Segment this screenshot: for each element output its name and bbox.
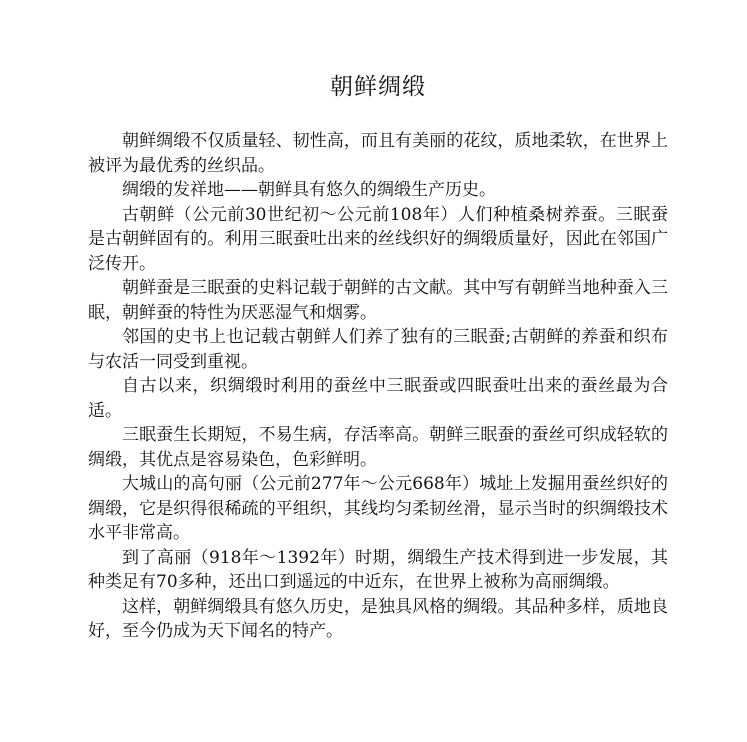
paragraph-7: 三眠蚕生长期短，不易生病，存活率高。朝鲜三眠蚕的蚕丝可织成轻软的绸缎，其优点是容易染色，色彩鲜明。 <box>88 425 668 470</box>
document-page <box>88 72 668 644</box>
paragraph-5: 邻国的史书上也记载古朝鲜人们养了独有的三眠蚕;古朝鲜的养蚕和织布与农活一同受到重视。 <box>88 327 668 372</box>
paragraph-3: 古朝鲜（公元前30世纪初～公元前108年）人们种植桑树养蚕。三眠蚕是古朝鲜固有的。利用三眠蚕吐出来的丝线织好的绸缎质量好，因此在邻国广泛传开。 <box>88 204 668 274</box>
document-title: 朝鲜绸缎 <box>330 74 426 100</box>
paragraph-4: 朝鲜蚕是三眠蚕的史料记载于朝鲜的古文献。其中写有朝鲜当地种蚕入三眠，朝鲜蚕的特性为厌恶湿气和烟雾。 <box>88 278 668 323</box>
paragraph-2: 绸缎的发祥地——朝鲜具有悠久的绸缎生产历史。 <box>122 180 496 200</box>
paragraph-1: 朝鲜绸缎不仅质量轻、韧性高，而且有美丽的花纹，质地柔软，在世界上被评为最优秀的丝织品。 <box>88 131 668 176</box>
paragraph-8: 大城山的高句丽（公元前277年～公元668年）城址上发掘用蚕丝织好的绸缎，它是织得很稀疏的平组织，其线均匀柔韧丝滑，显示当时的织绸缎技术水平非常高。 <box>88 474 668 543</box>
document-body <box>88 129 668 644</box>
paragraph-10: 这样，朝鲜绸缎具有悠久历史，是独具风格的绸缎。其品种多样，质地良好，至今仍成为天下闻名的特产。 <box>88 596 668 641</box>
paragraph-6: 自古以来，织绸缎时利用的蚕丝中三眠蚕或四眠蚕吐出来的蚕丝最为合适。 <box>88 376 668 421</box>
paragraph-9: 到了高丽（918年～1392年）时期，绸缎生产技术得到进一步发展，其种类足有70多种，还出口到遥远的中近东，在世界上被称为高丽绸缎。 <box>88 547 668 592</box>
